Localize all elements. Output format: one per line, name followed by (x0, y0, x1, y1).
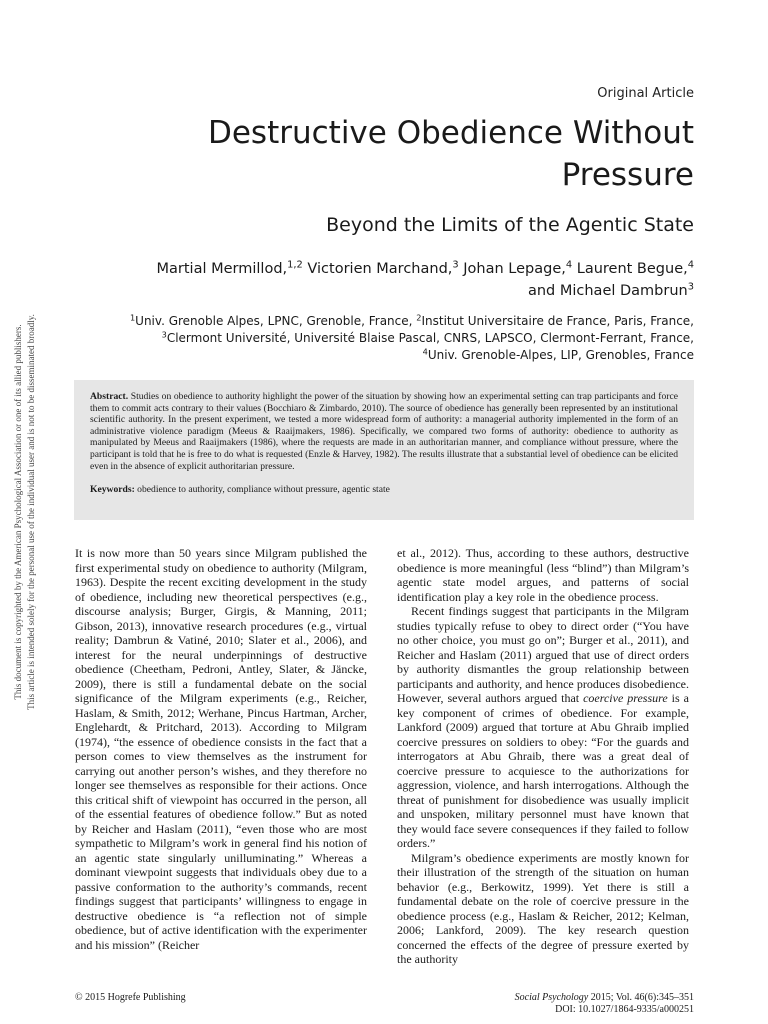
abstract-box (74, 380, 694, 520)
body-paragraph: Recent findings suggest that participants in the Milgram studies typically refuse to obey to direct order (“You have no other choice, you must go on”; Burger et al., 2011), and Reicher and Haslam (2011) argued that use of direct orders by authority dismantles the group relationship between participants and authority, and hence produces disobedience. However, several authors argued that coercive pressure is a key component of crimes of obedience. For example, Lankford (2009) argued that torture at Abu Ghraib implied coercive pressures on soldiers to obey: “For the guards and interrogators at Abu Ghraib, there was a great deal of coercive pressure to acquiesce to the authorizations for aggression, violence, and harsh interrogations. Although the threat of punishment for disobedience was usually implicit and unspoken, military personnel must have known that they would face severe consequences if they failed to follow orders.” (397, 604, 689, 850)
body-column-left (75, 546, 367, 952)
keywords (90, 484, 678, 496)
author: and Michael Dambrun$^3$ (527, 281, 694, 299)
keywords-text: obedience to authority, compliance without pressure, agentic state (137, 484, 390, 496)
abstract-body: Studies on obedience to authority highlight the power of the situation by showing how an experimental setting can trap participants and force them to commit acts contrary to their values (Bocchiaro & Zimbardo, 2010). The source of obedience has generally been represented by an institutional scientific authority. In the present experiment, we tested a more widespread form of authority: a managerial authority implemented in the form of an administrative violence paradigm (Meeus & Raaijmakers, 1986). Specifically, we compared two forms of authority: obedience to authority as manipulated by Meeus and Raaijmakers (1986), where the requests are made in an authoritarian manner, and compliance without pressure, where the participant is told that he is free to do what is requested (Enzle & Harvey, 1982). The results illustrate that a substantial level of obedience can be elicited even in the absence of explicit authoritarian pressure. (90, 391, 678, 472)
body-paragraph: It is now more than 50 years since Milgram published the first experimental study on obedience to authority (Milgram, 1963). Despite the recent exciting development in the study of obedience, including new theoretical perspectives (e.g., discourse analysis; Burger, Girgis, & Manning, 2011; Gibson, 2013), innovative research procedures (e.g., virtual reality; Dambrun & Vatiné, 2010; Slater et al., 2006), and interest for the neural underpinnings of destructive obedience (Cheetham, Pedroni, Antley, Slater, & Jäncke, 2009), there is still a fundamental debate on the social significance of the Milgram experiments (e.g., Reicher, Haslam, & Smith, 2012; Werhane, Pincus Hartman, Archer, Englehardt, & Pritchard, 2013). According to Milgram (1974), “the essence of obedience consists in the fact that a person comes to view themselves as the instrument for carrying out another person’s wishes, and they therefore no longer see themselves as responsible for their actions. Once this critical shift of viewpoint has occurred in the person, all of the essential features of obedience follow.” But as noted by Reicher and Haslam (2011), “even those who are most sympathetic to Milgram’s work in general find his notion of an agentic state singularly unilluminating.” Whereas a dominant viewpoint suggests that individuals obey due to a passive conformation to the authority’s commands, recent findings suggest that participants’ willingness to engage in destructive obedience is “a reflection not of simple obedience, but of active identification with the experimenter and his mission” (Reicher (75, 546, 367, 952)
abstract-label: Abstract. (90, 391, 129, 402)
author-list (74, 258, 694, 302)
volume-info: 2015; Vol. 46(6):345–351 (588, 992, 694, 1003)
article-subtitle: Beyond the Limits of the Agentic State (326, 214, 694, 236)
footer-citation (515, 992, 694, 1016)
affiliation: $^2$Institut Universitaire de France, Paris, France, (416, 312, 694, 328)
body-paragraph: et al., 2012). Thus, according to these authors, destructive obedience is more meaningful (less “blind”) than Milgram’s agentic state model argues, and patterns of social identification play a key role in the obedience process. (397, 546, 689, 604)
article-title: Destructive Obedience Without Pressure (207, 115, 694, 193)
author: Johan Lepage,$^4$ (463, 259, 573, 277)
abstract-text (90, 391, 678, 472)
author: Laurent Begue,$^4$ (576, 259, 694, 277)
author: Martial Mermillod,$^{1,2}$ (156, 259, 303, 277)
journal-name: Social Psychology (514, 992, 589, 1003)
affiliation-list (54, 313, 694, 364)
article-type-label: Original Article (597, 86, 694, 101)
emphasis-text: coercive pressure (583, 691, 668, 705)
footer-copyright: © 2015 Hogrefe Publishing (75, 992, 186, 1003)
doi: DOI: 10.1027/1864-9335/a000251 (555, 1004, 694, 1015)
copyright-side-notice (6, 292, 44, 732)
side-notice-line-1: This document is copyrighted by the American Psychological Association or one of its allied publishers. (13, 324, 23, 700)
author: Victorien Marchand,$^3$ (307, 259, 459, 277)
side-notice-line-2: This article is intended solely for the personal use of the individual user and is not to be disseminated broadly. (26, 314, 36, 710)
body-column-right (397, 546, 689, 967)
keywords-label: Keywords: (90, 484, 135, 496)
affiliation: $^3$Clermont Université, Université Blaise Pascal, CNRS, LAPSCO, Clermont-Ferrant, France, (161, 329, 694, 345)
body-paragraph: Milgram’s obedience experiments are mostly known for their illustration of the strength of the situation on human behavior (e.g., Berkowitz, 1999). Yet there is still a fundamental debate on the role of coercive pressure in the obedience process (e.g., Haslam & Reicher, 2012; Kelman, 2006; Lankford, 2009). The key research question concerned the effects of the degree of pressure exerted by the authority (397, 850, 689, 966)
affiliation: $^1$Univ. Grenoble Alpes, LPNC, Grenoble, France, (129, 312, 413, 328)
affiliation: $^4$Univ. Grenoble-Alpes, LIP, Grenobles, France (422, 346, 694, 362)
